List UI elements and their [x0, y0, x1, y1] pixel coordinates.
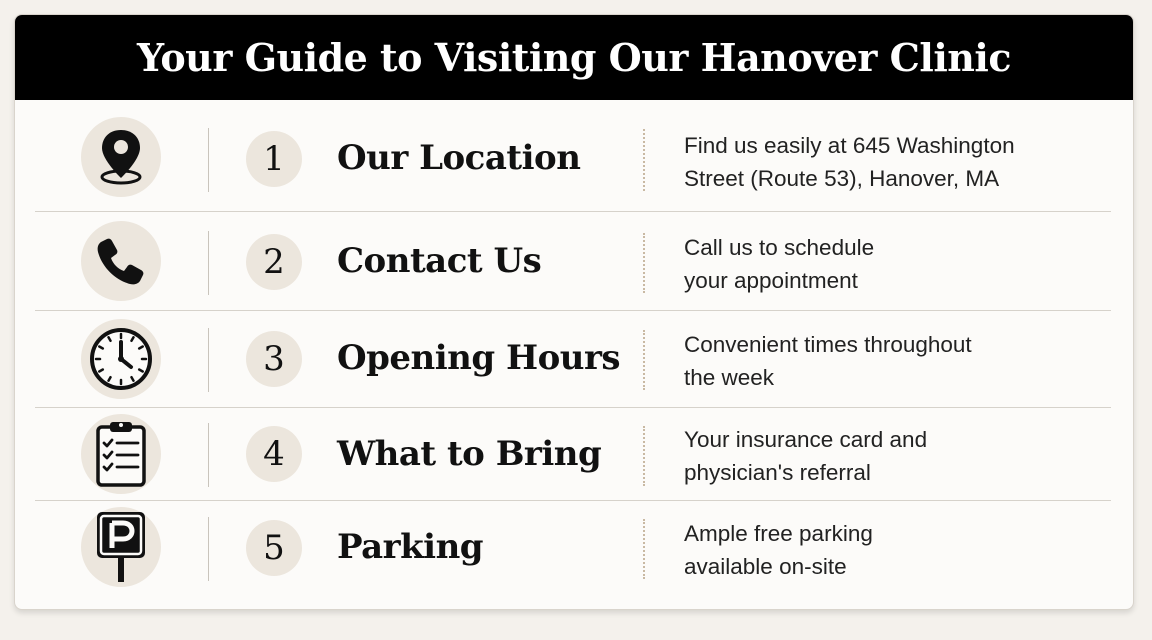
map-pin-icon: [81, 117, 161, 197]
header-banner: [15, 15, 1133, 100]
dotted-separator: [643, 330, 645, 390]
item-title: Our Location: [337, 138, 581, 178]
description-line: Ample free parking: [684, 521, 873, 546]
description-line: physician's referral: [684, 460, 871, 485]
description-line: Find us easily at 645 Washington: [684, 133, 1015, 158]
row-divider: [35, 500, 1111, 501]
row-separator: [208, 231, 209, 295]
row-separator: [208, 423, 209, 487]
description-line: the week: [684, 365, 775, 390]
dotted-separator: [643, 519, 645, 579]
step-number: 2: [246, 234, 302, 290]
parking-sign-icon: [81, 507, 161, 587]
description-line: Convenient times throughout: [684, 332, 972, 357]
dotted-separator: [643, 233, 645, 293]
description-line: Your insurance card and: [684, 427, 928, 452]
dotted-separator: [643, 129, 645, 191]
description-line: Call us to schedule: [684, 235, 875, 260]
page-title: Your Guide to Visiting Our Hanover Clinic: [137, 35, 1011, 80]
step-number: 4: [246, 426, 302, 482]
row-divider: [35, 407, 1111, 408]
guide-card: [14, 14, 1134, 610]
clipboard-checklist-icon: [81, 414, 161, 494]
step-number: 3: [246, 331, 302, 387]
dotted-separator: [643, 426, 645, 486]
row-separator: [208, 517, 209, 581]
item-description: [684, 231, 1084, 297]
item-title: Contact Us: [337, 241, 542, 281]
description-line: Street (Route 53), Hanover, MA: [684, 166, 1000, 191]
row-divider: [35, 310, 1111, 311]
step-number: 5: [246, 520, 302, 576]
item-title: Opening Hours: [337, 338, 621, 378]
row-separator: [208, 328, 209, 392]
item-description: [684, 517, 1084, 583]
step-number: 1: [246, 131, 302, 187]
clock-icon: [81, 319, 161, 399]
description-line: available on-site: [684, 554, 847, 579]
item-description: [684, 423, 1084, 489]
row-separator: [208, 128, 209, 192]
row-divider: [35, 211, 1111, 212]
item-title: What to Bring: [337, 434, 602, 474]
item-description: [684, 328, 1084, 394]
description-line: your appointment: [684, 268, 858, 293]
item-title: Parking: [337, 527, 484, 567]
phone-icon: [81, 221, 161, 301]
item-description: [684, 129, 1084, 195]
